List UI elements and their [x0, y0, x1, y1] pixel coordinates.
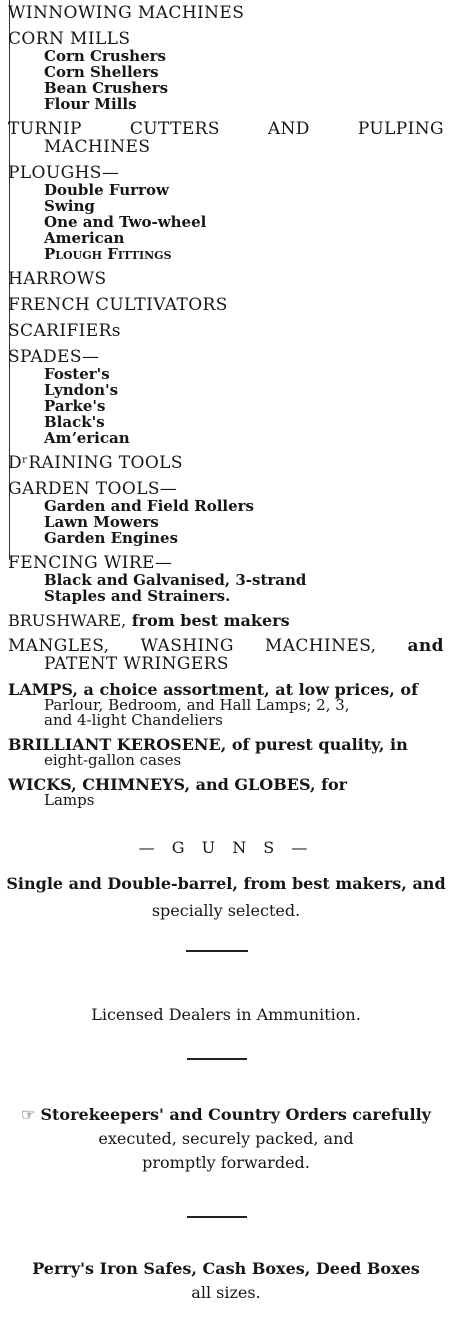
- guns-line: specially selected.: [151, 901, 301, 920]
- lamps-line: and 4-light Chandeliers: [44, 711, 223, 729]
- kerosene-line: eight-gallon cases: [44, 751, 182, 769]
- list-item: Corn Crushers: [44, 47, 166, 65]
- entry-lamps: [8, 681, 444, 728]
- mangles-word: and: [407, 636, 444, 656]
- mangles-word: MACHINES,: [264, 636, 377, 656]
- entry-spades: [8, 348, 444, 446]
- list-item: Foster's: [44, 365, 110, 383]
- list-item: Corn Shellers: [44, 63, 159, 81]
- entry-french-cultivators: [8, 296, 444, 314]
- list-item: Amʼerican: [44, 429, 130, 447]
- entry-corn-mills: [8, 30, 444, 112]
- storekeepers-line: Storekeepers' and Country Orders carefully: [40, 1105, 431, 1124]
- list-item: Black's: [44, 413, 105, 431]
- guns-text: [0, 870, 452, 924]
- list-item: Staples and Strainers.: [44, 587, 231, 605]
- entry-mangles: [8, 637, 444, 673]
- mangles-word: WASHING: [140, 636, 234, 656]
- brushware-text: from best makers: [126, 611, 290, 630]
- heading-ploughs: PLOUGHS—: [8, 163, 120, 183]
- divider: [187, 1058, 247, 1060]
- heading-brushware: BRUSHWARE,: [8, 611, 127, 630]
- list-item: Double Furrow: [44, 181, 169, 199]
- turnip-word: PULPING: [357, 119, 444, 139]
- heading-french-cultivators: FRENCH CULTIVATORS: [8, 295, 228, 315]
- turnip-word: CUTTERS: [129, 119, 220, 139]
- divider: [186, 950, 248, 952]
- entry-scarifiers: [8, 322, 444, 340]
- list-item: Lyndon's: [44, 381, 119, 399]
- divider: [187, 1216, 247, 1218]
- heading-garden-tools: GARDEN TOOLS—: [8, 479, 178, 499]
- storekeepers-line: executed, securely packed, and: [98, 1129, 354, 1148]
- heading-scarifiers: SCARIFIERs: [8, 321, 121, 341]
- pointing-hand-icon: ☞: [21, 1105, 36, 1124]
- list-item: Plough Fittings: [44, 245, 172, 263]
- mangles-word: MANGLES,: [8, 636, 110, 656]
- perry-notice: [0, 1257, 452, 1305]
- perry-line: all sizes.: [191, 1283, 261, 1302]
- heading-fencing-wire: FENCING WIRE—: [8, 553, 173, 573]
- entry-wicks: [8, 776, 444, 808]
- list-item: One and Two-wheel: [44, 213, 207, 231]
- entry-draining-tools: [8, 454, 444, 472]
- heading-mangles: [8, 637, 444, 655]
- guns-line: Single and Double-barrel, from best makers, and: [6, 874, 446, 893]
- heading-turnip-line2: MACHINES: [44, 137, 151, 157]
- list-item: American: [44, 229, 125, 247]
- heading-draining-tools: DʳRAINING TOOLS: [8, 453, 183, 473]
- entry-garden-tools: [8, 480, 444, 546]
- list-item: Bean Crushers: [44, 79, 169, 97]
- entry-ploughs: [8, 164, 444, 262]
- heading-winnowing: WINNOWING MACHINES: [8, 3, 245, 23]
- wicks-line: Lamps: [44, 791, 95, 809]
- list-item: Swing: [44, 197, 95, 215]
- entry-harrows: [8, 270, 444, 288]
- entry-turnip: [8, 120, 444, 156]
- list-item: Flour Mills: [44, 95, 137, 113]
- heading-spades: SPADES—: [8, 347, 100, 367]
- lamps-line: Parlour, Bedroom, and Hall Lamps; 2, 3,: [44, 696, 350, 714]
- list-item: Parke's: [44, 397, 106, 415]
- entry-fencing-wire: [8, 554, 444, 604]
- kerosene-line: BRILLIANT KEROSENE, of purest quality, in: [8, 735, 408, 754]
- licensed-notice: Licensed Dealers in Ammunition.: [91, 1005, 361, 1024]
- lamps-line: LAMPS, a choice assortment, at low prices, of: [8, 680, 418, 699]
- heading-corn-mills: CORN MILLS: [8, 29, 131, 49]
- entry-kerosene: [8, 736, 444, 768]
- list-item: Garden Engines: [44, 529, 179, 547]
- storekeepers-notice: [0, 1103, 452, 1175]
- list-item: Garden and Field Rollers: [44, 497, 254, 515]
- list-item: Lawn Mowers: [44, 513, 159, 531]
- heading-turnip: [8, 120, 444, 138]
- heading-mangles-line2: PATENT WRINGERS: [44, 654, 229, 674]
- list-item: Black and Galvanised, 3-strand: [44, 571, 307, 589]
- heading-harrows: HARROWS: [8, 269, 107, 289]
- turnip-word: TURNIP: [8, 119, 82, 139]
- entry-brushware: [8, 612, 444, 629]
- guns-title: — G U N S —: [138, 838, 314, 857]
- turnip-word: AND: [267, 119, 310, 139]
- entry-winnowing: [8, 4, 444, 22]
- product-list: [8, 4, 444, 816]
- storekeepers-line: promptly forwarded.: [142, 1153, 310, 1172]
- perry-line: Perry's Iron Safes, Cash Boxes, Deed Boxes: [32, 1259, 420, 1278]
- wicks-line: WICKS, CHIMNEYS, and GLOBES, for: [8, 775, 348, 794]
